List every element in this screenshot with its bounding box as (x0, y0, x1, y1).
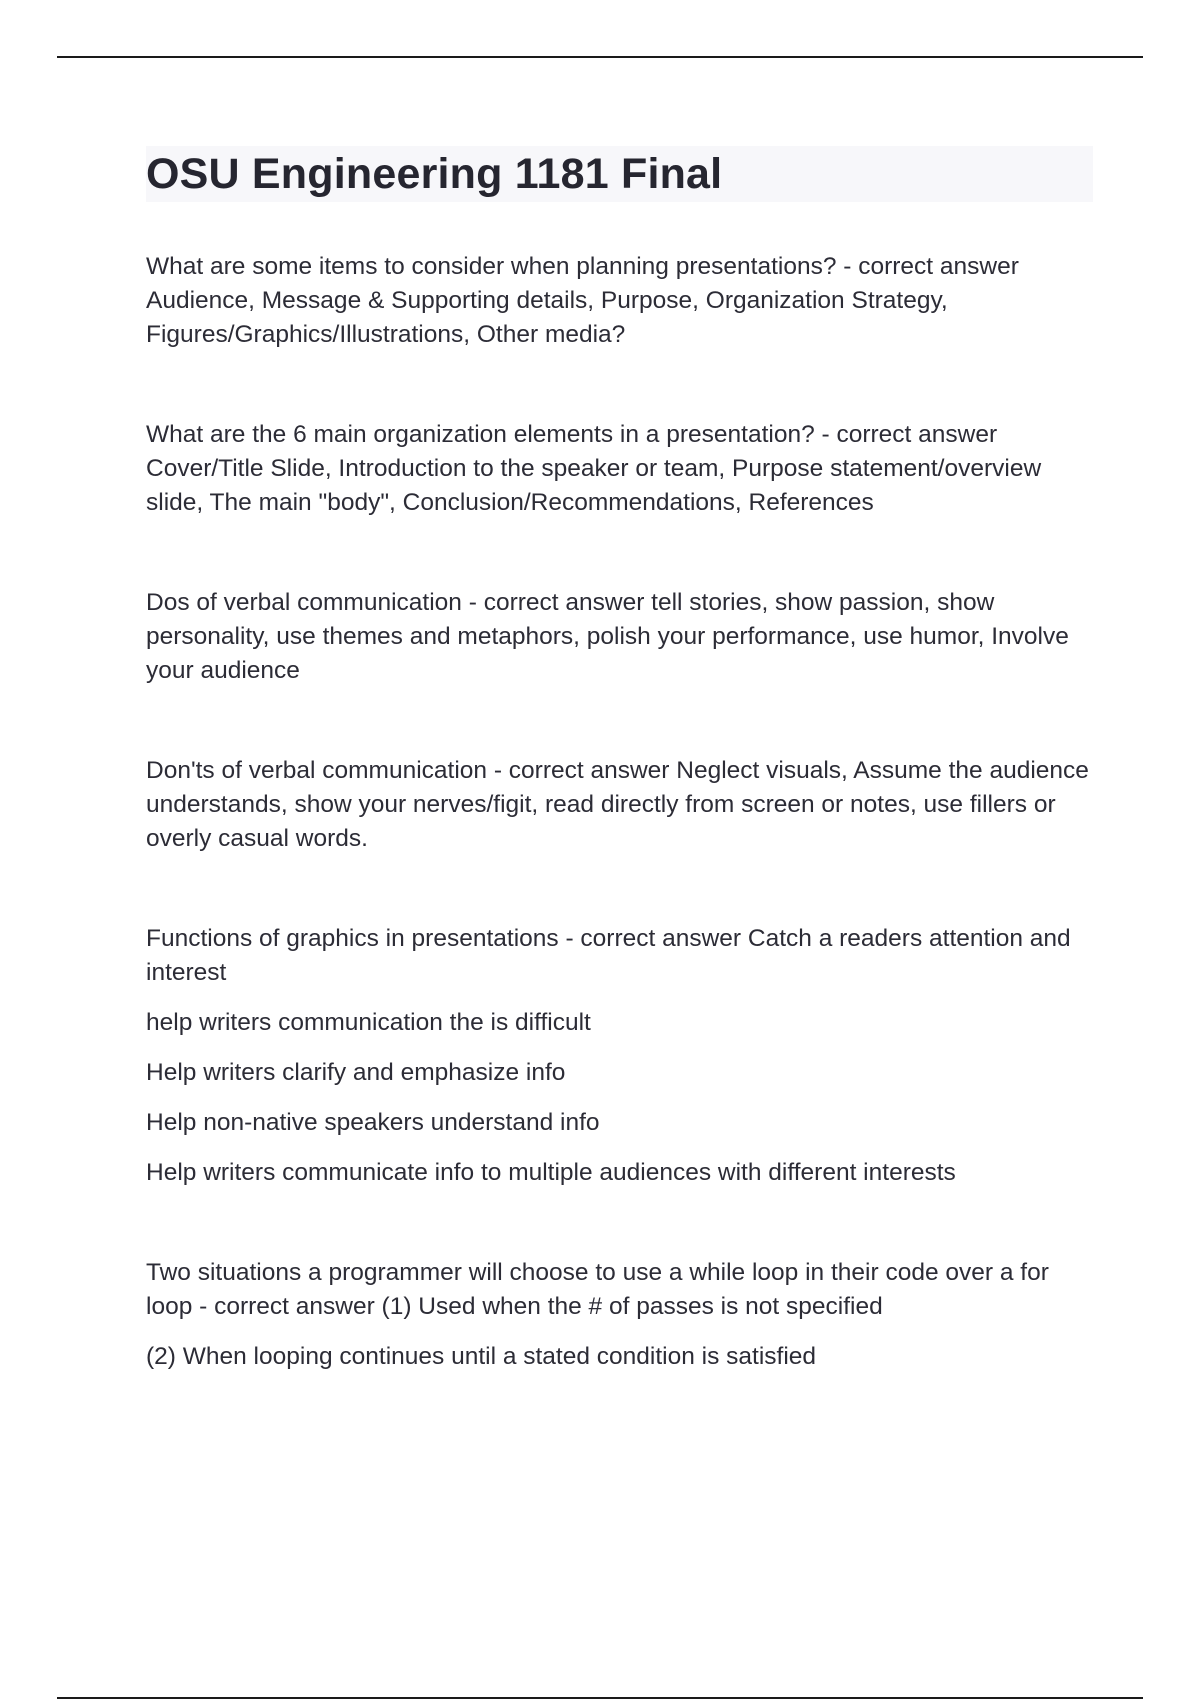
qa-item (146, 418, 1090, 520)
qa-item (146, 586, 1090, 688)
qa-continuation: (2) When looping continues until a stated condition is satisfied (146, 1343, 817, 1370)
qa-text: Dos of verbal communication - correct answer tell stories, show passion, show personality, use themes and metaphors, polish your performance, use humor, Involve your audience (146, 589, 1069, 684)
qa-text: What are some items to consider when planning presentations? - correct answer Audience, Message & Supporting details, Purpose, Organization Strategy, Figures/Graphics/Illustrations, Other media? (146, 253, 1019, 348)
qa-item (146, 1256, 1090, 1374)
qa-item (146, 250, 1090, 352)
qa-item (146, 754, 1090, 856)
top-rule (57, 56, 1143, 58)
qa-continuation: Help non-native speakers understand info (146, 1109, 600, 1136)
qa-text: What are the 6 main organization elements in a presentation? - correct answer Cover/Title Slide, Introduction to the speaker or team, Purpose statement/overview slide, The main "body", Conclusion/Recommendations, References (146, 421, 1042, 516)
qa-text: Don'ts of verbal communication - correct answer Neglect visuals, Assume the audience understands, show your nerves/figit, read directly from screen or notes, use fillers or overly casual words. (146, 757, 1089, 852)
document-title: OSU Engineering 1181 Final (146, 150, 723, 198)
qa-item (146, 922, 1090, 1190)
qa-continuation: Help writers clarify and emphasize info (146, 1059, 566, 1086)
qa-continuation: help writers communication the is difficult (146, 1009, 591, 1036)
qa-continuation: Help writers communicate info to multiple audiences with different interests (146, 1159, 956, 1186)
qa-text: Two situations a programmer will choose to use a while loop in their code over a for loop - correct answer (1) Used when the # of passes is not specified (146, 1259, 1049, 1320)
qa-text: Functions of graphics in presentations - correct answer Catch a readers attention and interest (146, 925, 1071, 986)
title-bar (146, 146, 1093, 202)
bottom-rule (57, 1697, 1143, 1699)
document-body (146, 146, 1090, 1374)
